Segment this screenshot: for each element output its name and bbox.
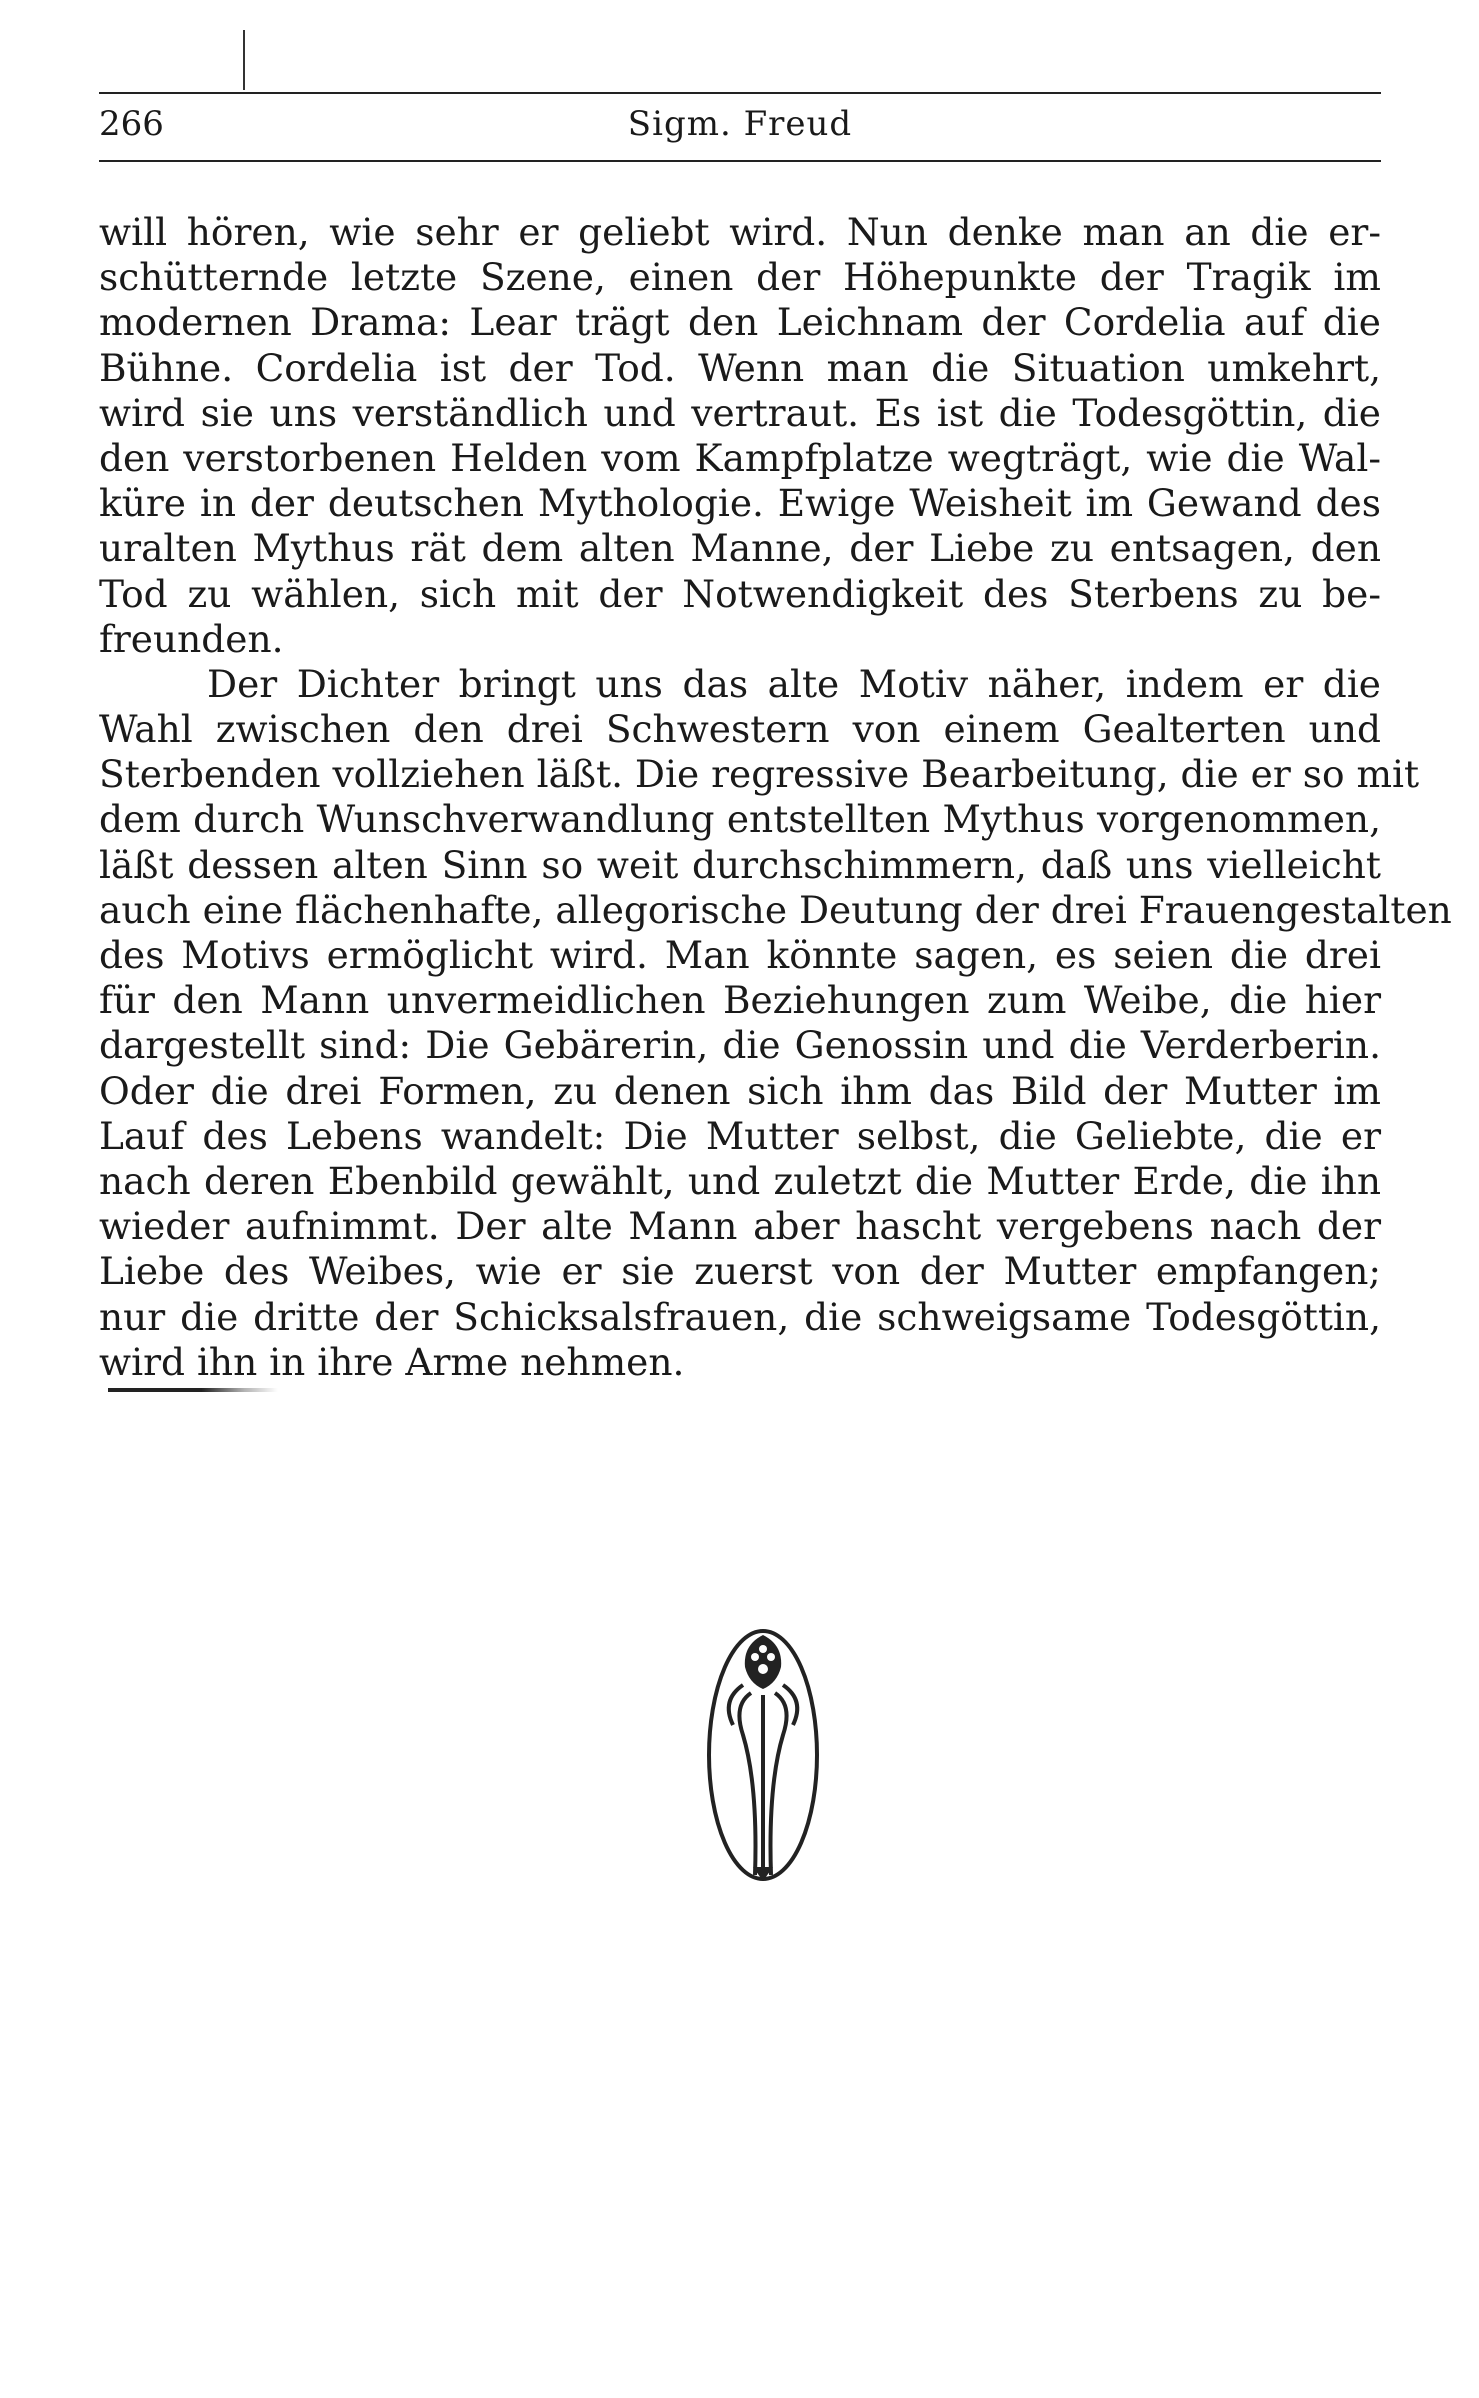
text-line: dem durch Wunschverwandlung entstellten Mythus vorgenommen, [99,797,1381,842]
text-line: nach deren Ebenbild gewählt, und zuletzt die Mutter Erde, die ihn [99,1158,1381,1203]
text-line: küre in der deutschen Mythologie. Ewige Weisheit im Gewand des [99,481,1381,526]
text-line: Liebe des Weibes, wie er sie zuerst von der Mutter empfangen; [99,1249,1381,1294]
text-line: schütternde letzte Szene, einen der Höhepunkte der Tragik im [99,255,1381,300]
text-line: nur die dritte der Schicksalsfrauen, die schweigsame Todesgöttin, [99,1294,1381,1339]
text-line: Oder die drei Formen, zu denen sich ihm das Bild der Mutter im [99,1068,1381,1113]
running-head: Sigm. Freud [627,104,853,144]
text-line: will hören, wie sehr er geliebt wird. Nun denke man an die er- [99,210,1381,254]
text-line: für den Mann unvermeidlichen Beziehungen zum Weibe, die hier [99,978,1381,1023]
page-number: 266 [99,104,164,144]
text-line: Bühne. Cordelia ist der Tod. Wenn man die Situation umkehrt, [99,345,1381,390]
header-rule-top [99,92,1381,94]
text-line: modernen Drama: Lear trägt den Leichnam der Cordelia auf die [99,300,1381,345]
text-line: Tod zu wählen, sich mit der Notwendigkeit des Sterbens zu be- [99,571,1381,616]
text-line: auch eine flächenhafte, allegorische Deutung der drei Frauengestalten [99,887,1452,932]
text-line: uralten Mythus rät dem alten Manne, der Liebe zu entsagen, den [99,526,1381,571]
text-line: freunden. [99,616,284,661]
tailpiece-ornament [703,1605,823,1885]
text-line: läßt dessen alten Sinn so weit durchschimmern, daß uns vielleicht [99,842,1381,887]
text-line: dargestellt sind: Die Gebärerin, die Genossin und die Verderberin. [99,1023,1381,1068]
text-line: wird ihn in ihre Arme nehmen. [99,1339,685,1384]
header-rule-bottom [99,160,1381,162]
body-text [99,210,1452,1385]
text-line: Der Dichter bringt uns das alte Motiv näher, indem er die [207,661,1381,706]
margin-tick-mark [243,30,245,90]
text-line: wieder aufnimmt. Der alte Mann aber hascht vergebens nach der [99,1204,1381,1249]
ink-underline-mark [108,1388,278,1392]
page-header [99,104,1381,150]
text-line: Wahl zwischen den drei Schwestern von einem Gealterten und [99,707,1381,752]
text-line: Sterbenden vollziehen läßt. Die regressive Bearbeitung, die er so mit [99,752,1420,797]
text-line: den verstorbenen Helden vom Kampfplatze wegträgt, wie die Wal- [99,435,1381,480]
text-line: wird sie uns verständlich und vertraut. Es ist die Todesgöttin, die [99,390,1381,435]
text-line: Lauf des Lebens wandelt: Die Mutter selbst, die Geliebte, die er [99,1113,1381,1158]
text-line: des Motivs ermöglicht wird. Man könnte sagen, es seien die drei [99,933,1381,977]
